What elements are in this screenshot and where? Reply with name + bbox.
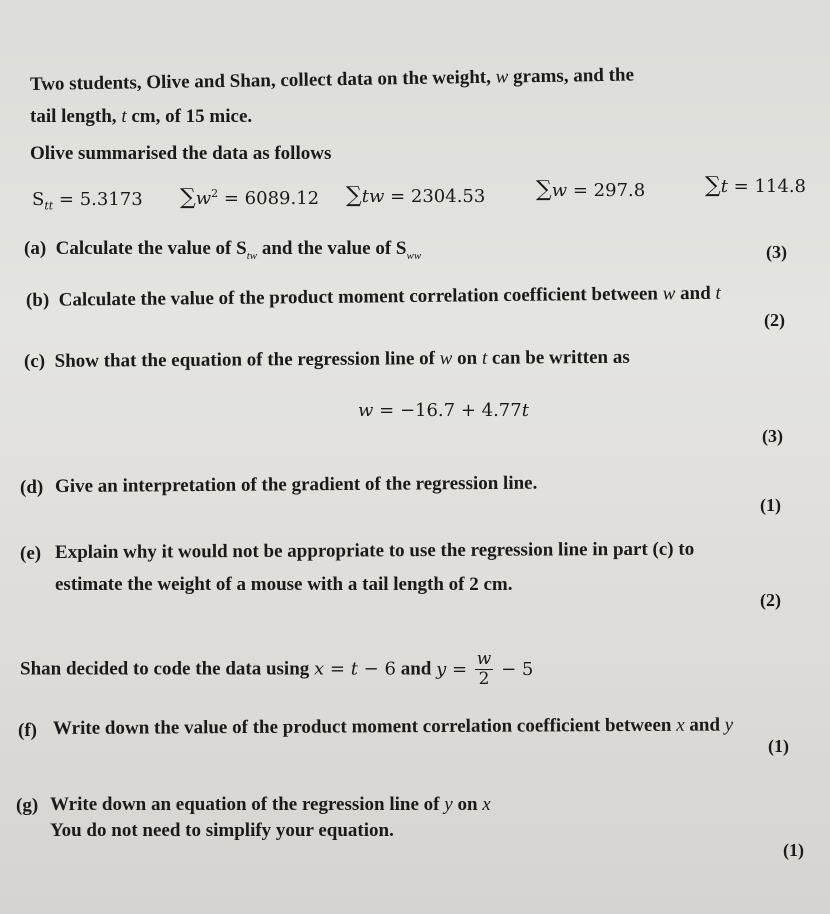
intro-line-1: Two students, Olive and Shan, collect data on the weight, w grams, and the bbox=[29, 64, 635, 95]
olive-summary-text: Olive summarised the data as follows bbox=[30, 143, 332, 164]
marks-g: (1) bbox=[783, 840, 804, 860]
marks-a: (3) bbox=[766, 242, 787, 262]
marks-f: (1) bbox=[768, 736, 789, 756]
regression-equation: w = −16.7 + 4.77t bbox=[358, 400, 529, 421]
question-f: Write down the value of the product moment correlation coefficient between x and y bbox=[52, 714, 734, 739]
label-f: (f) bbox=[18, 720, 37, 741]
marks-e: (2) bbox=[760, 590, 781, 610]
label-d: (d) bbox=[20, 477, 44, 498]
question-e-line-1: Explain why it would not be appropriate to use the regression line in part (c) to bbox=[54, 538, 695, 563]
question-d: Give an interpretation of the gradient of the regression line. bbox=[54, 472, 538, 497]
label-e: (e) bbox=[20, 543, 42, 564]
marks-c: (3) bbox=[762, 426, 783, 446]
marks-b: (2) bbox=[764, 310, 785, 330]
question-b: (b) Calculate the value of the product moment correlation coefficient between w and t bbox=[25, 282, 721, 311]
stat-sum-w-squared: $\sum w^2 = 6089.12$ bbox=[180, 185, 320, 210]
stat-stt: $S_{tt} = 5.3173$ bbox=[32, 189, 143, 213]
shan-coding-text: Shan decided to code the data using x = t − 6 and y = $\frac{w}{2}$ − 5 bbox=[20, 649, 534, 689]
marks-d: (1) bbox=[760, 495, 781, 515]
stat-sum-w: ∑w = 297.8 bbox=[536, 177, 646, 202]
question-e-line-2: estimate the weight of a mouse with a tail length of 2 cm. bbox=[55, 574, 513, 595]
stat-sum-tw: ∑tw = 2304.53 bbox=[346, 183, 486, 208]
question-g-line-2: You do not need to simplify your equation. bbox=[50, 820, 394, 841]
question-a: (a) Calculate the value of $S_{tw}$ and the value of $S_{ww}$ bbox=[24, 238, 422, 262]
question-g-line-1: Write down an equation of the regression line of y on x bbox=[50, 794, 491, 815]
question-c: (c) Show that the equation of the regression line of w on t can be written as bbox=[23, 346, 630, 372]
stat-sum-t: ∑t = 114.8 bbox=[705, 173, 807, 198]
intro-line-2: tail length, t cm, of 15 mice. bbox=[30, 106, 253, 127]
label-g: (g) bbox=[16, 795, 39, 816]
